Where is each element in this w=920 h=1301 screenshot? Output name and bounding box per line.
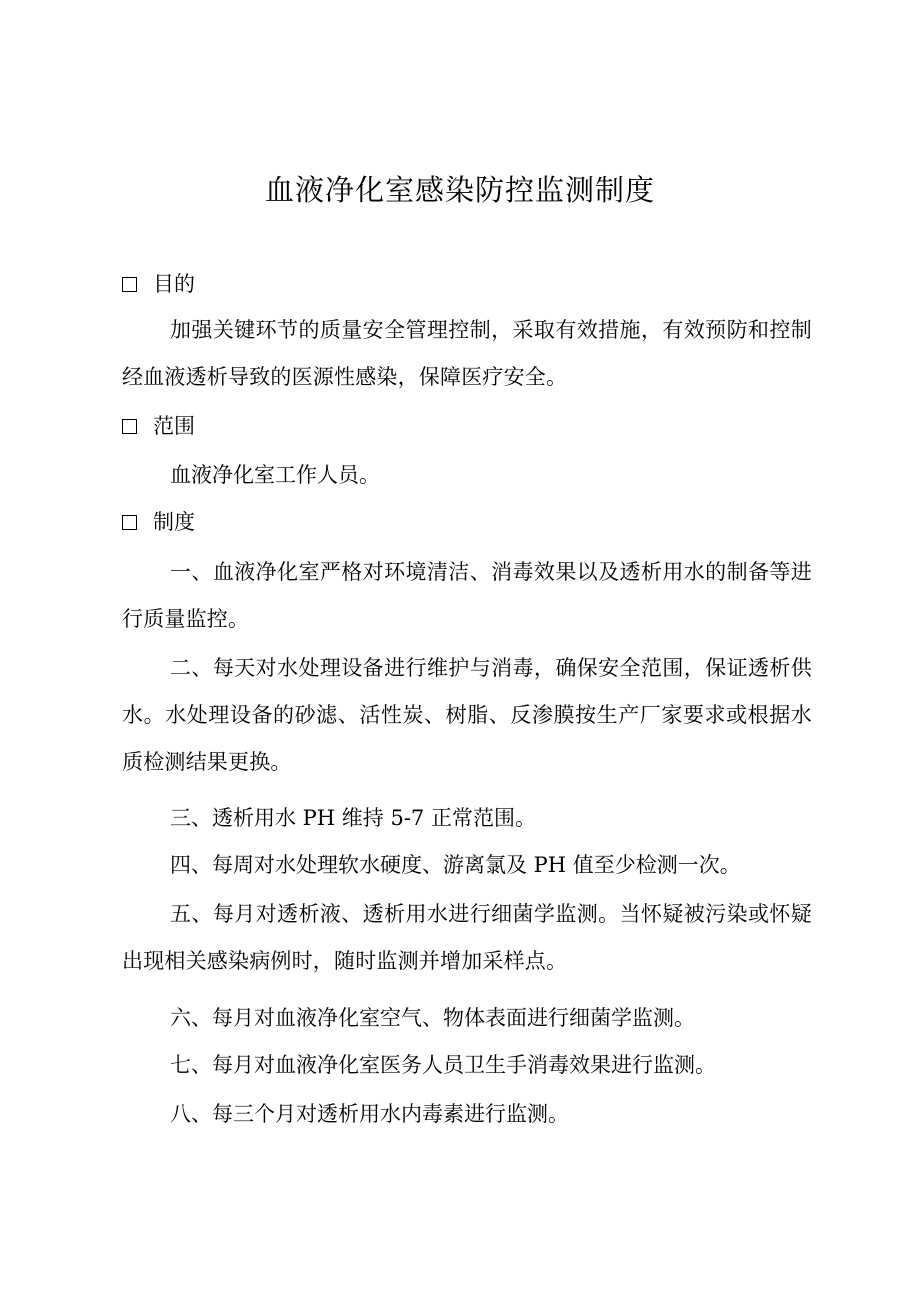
policy-item: 四、每周对水处理软水硬度、游离氯及 PH 值至少检测一次。 bbox=[170, 853, 741, 877]
checkbox-icon bbox=[122, 277, 137, 292]
policy-item: 八、每三个月对透析用水内毒素进行监测。 bbox=[170, 1102, 569, 1126]
section-heading-scope bbox=[122, 410, 195, 442]
section-heading-policy bbox=[122, 506, 195, 538]
checkbox-icon bbox=[122, 515, 137, 530]
scope-paragraph: 血液净化室工作人员。 bbox=[170, 463, 380, 487]
policy-item: 一、血液净化室严格对环境清洁、消毒效果以及透析用水的制备等进行质量监控。 bbox=[122, 560, 812, 631]
policy-item: 二、每天对水处理设备进行维护与消毒，确保安全范围，保证透析供水。水处理设备的砂滤、活性炭、树脂、反渗膜按生产厂家要求或根据水质检测结果更换。 bbox=[122, 656, 812, 774]
purpose-paragraph: 加强关键环节的质量安全管理控制，采取有效措施，有效预防和控制经血液透析导致的医源性感染，保障医疗安全。 bbox=[122, 318, 812, 389]
section-heading-label: 范围 bbox=[153, 414, 195, 438]
policy-item: 七、每月对血液净化室医务人员卫生手消毒效果进行监测。 bbox=[170, 1053, 716, 1077]
section-heading-purpose bbox=[122, 268, 195, 300]
policy-item: 三、透析用水 PH 维持 5-7 正常范围。 bbox=[170, 806, 536, 830]
document-title: 血液净化室感染防控监测制度 bbox=[264, 173, 655, 207]
policy-item: 五、每月对透析液、透析用水进行细菌学监测。当怀疑被污染或怀疑出现相关感染病例时，随时监测并增加采样点。 bbox=[122, 902, 812, 973]
section-heading-label: 制度 bbox=[153, 510, 195, 534]
checkbox-icon bbox=[122, 419, 137, 434]
section-heading-label: 目的 bbox=[153, 272, 195, 296]
policy-item: 六、每月对血液净化室空气、物体表面进行细菌学监测。 bbox=[170, 1006, 695, 1030]
